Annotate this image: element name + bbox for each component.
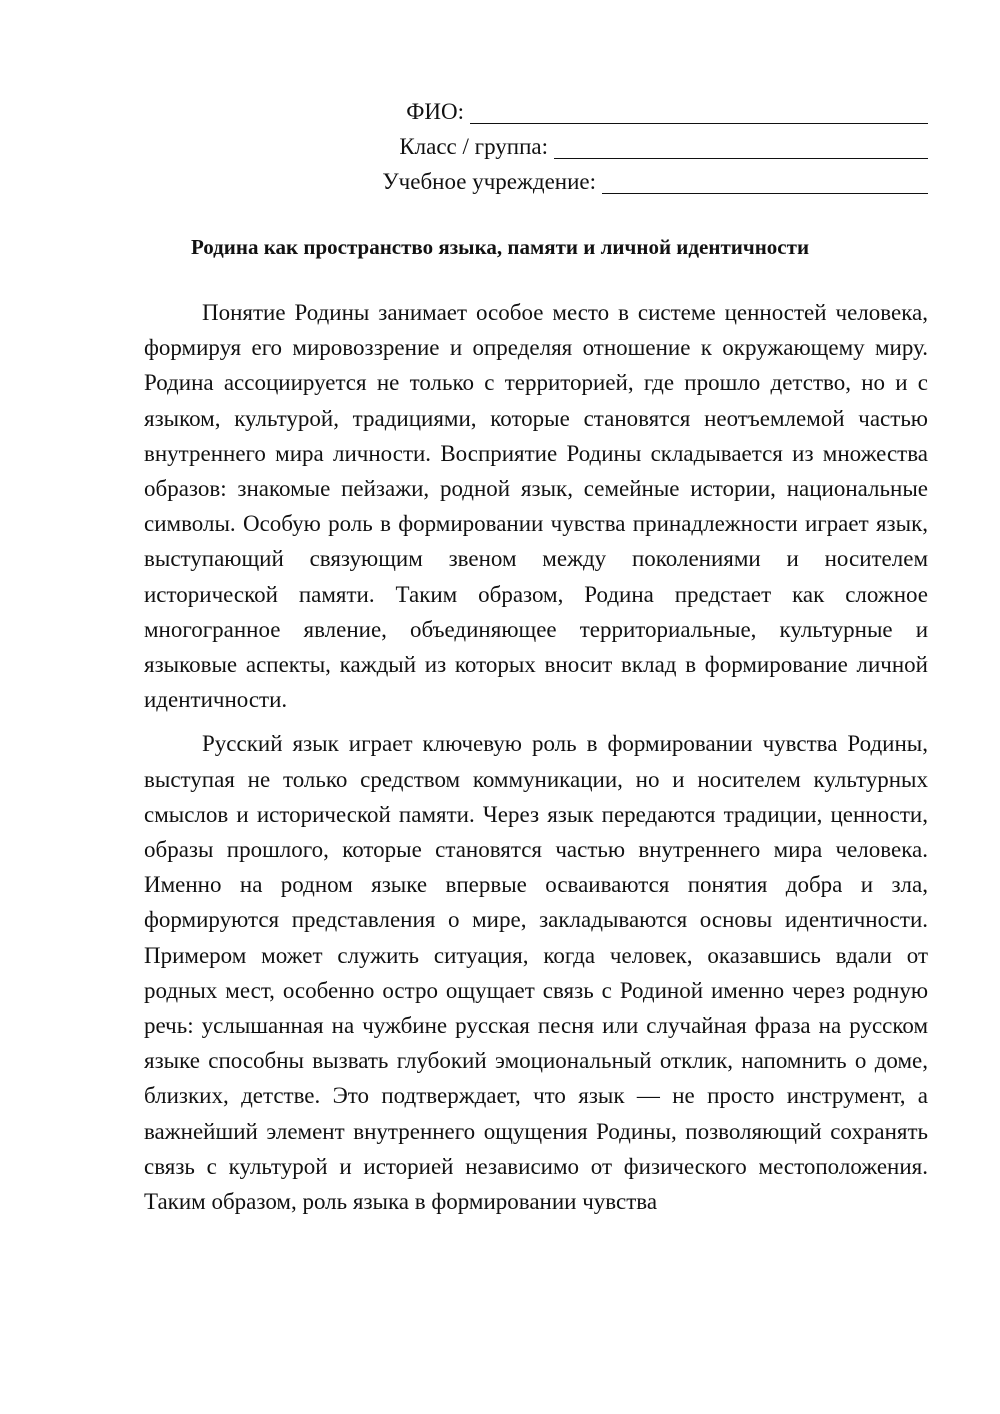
document-body (144, 295, 928, 1228)
paragraph-2: Русский язык играет ключевую роль в формировании чувства Родины, выступая не только средством коммуникации, но и носителем культурных смыслов и исторической памяти. Через язык передаются традиции, ценности, образы прошлого, которые становятся частью внутреннего мира человека. Именно на родном языке впервые осваиваются понятия добра и зла, формируются представления о мире, закладываются основы идентичности. Примером может служить ситуация, когда человек, оказавшись вдали от родных мест, особенно остро ощущает связь с Родиной именно через родную речь: услышанная на чужбине русская песня или случайная фраза на русском языке способны вызвать глубокий эмоциональный отклик, напомнить о доме, близких, детстве. Это подтверждает, что язык — не просто инструмент, а важнейший элемент внутреннего ощущения Родины, позволяющий сохранять связь с культурой и историей независимо от физического местоположения. Таким образом, роль языка в формировании чувства (144, 731, 928, 1215)
class-row (328, 129, 928, 164)
institution-label: Учебное учреждение: (382, 169, 596, 194)
paragraph-1: Понятие Родины занимает особое место в системе ценностей человека, формируя его мировоззрение и определяя отношение к окружающему миру. Родина ассоциируется не только с территорией, где прошло детство, но и с языком, культурой, традициями, которые становятся неотъемлемой частью внутреннего мира личности. Восприятие Родины складывается из множества образов: знакомые пейзажи, родной язык, семейные истории, национальные символы. Особую роль в формировании чувства принадлежности играет язык, выступающий связующим звеном между поколениями и носителем исторической памяти. Таким образом, Родина предстает как сложное многогранное явление, объединяющее территориальные, культурные и языковые аспекты, каждый из которых вносит вклад в формирование личной идентичности. (144, 300, 928, 713)
fio-blank-line (470, 97, 928, 124)
student-info-fields (328, 94, 928, 199)
fio-label: ФИО: (406, 99, 464, 124)
institution-blank-line (602, 167, 928, 194)
class-label: Класс / группа: (399, 134, 548, 159)
document-title: Родина как пространство языка, памяти и личной идентичности (190, 235, 810, 259)
class-blank-line (554, 132, 928, 159)
institution-row (328, 164, 928, 199)
fio-row (328, 94, 928, 129)
